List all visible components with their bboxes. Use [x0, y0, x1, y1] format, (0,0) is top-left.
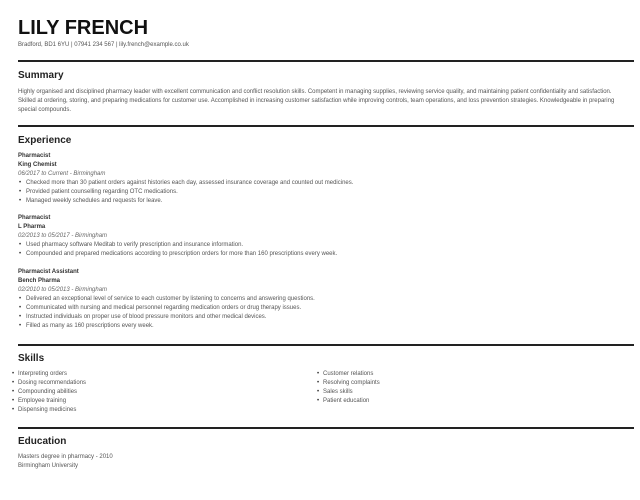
skill-item: • Dosing recommendations [11, 379, 86, 388]
job-title: Pharmacist [18, 215, 51, 221]
education-school: Birmingham University [18, 463, 79, 469]
skill-item: • Patient education [316, 397, 380, 406]
skill-item: • Sales skills [316, 388, 380, 397]
skill-item: • Customer relations [316, 370, 380, 379]
skills-list-left [11, 370, 86, 415]
experience-heading: Experience [18, 135, 72, 146]
job-bullet: • Provided patient counselling regarding OTC medications. [18, 188, 628, 197]
job-bullet: • Communicated with nursing and medical personnel regarding medication orders or drug therapy issues. [18, 304, 628, 313]
divider [18, 344, 634, 346]
job-bullet: • Filled as many as 160 prescriptions every week. [18, 322, 628, 331]
contact-info: Bradford, BD1 6YU | 07941 234 567 | lily.french@example.co.uk [18, 42, 189, 48]
job-dates: 02/2013 to 05/2017 - Birmingham [18, 233, 108, 239]
skills-list-right [316, 370, 380, 406]
divider [18, 427, 634, 429]
summary-text: Highly organised and disciplined pharmacy leader with excellent communication and conflict resolution skills. Competent in managing supplies, reviewing service quality, and maintaining patient confidentiality and satisfaction. Skilled at ordering, storing, and preparing medications for customer use. Accomplished in increasing customer satisfaction while improving controls, team operations, and loss prevention strategies. Knowledgeable in preparing special compounds. [18, 89, 615, 113]
job-bullet: • Used pharmacy software Meditab to verify prescription and insurance information. [18, 241, 628, 250]
job-bullet: • Checked more than 30 patient orders against histories each day, assessed insurance coverage and counted out medicines. [18, 179, 628, 188]
summary-heading: Summary [18, 70, 64, 81]
job-entry [18, 214, 628, 259]
skills-heading: Skills [18, 353, 45, 364]
job-entry [18, 268, 628, 331]
job-bullet: • Managed weekly schedules and requests for leave. [18, 197, 628, 206]
skill-item: • Dispensing medicines [11, 406, 86, 415]
job-company: Bench Pharma [18, 278, 61, 284]
job-bullet: • Compounded and prepared medications according to prescription orders for more than 160 prescriptions every week. [18, 250, 628, 259]
skill-item: • Resolving complaints [316, 379, 380, 388]
job-company: L Pharma [18, 224, 46, 230]
skill-item: • Compounding abilities [11, 388, 86, 397]
job-bullet: • Instructed individuals on proper use of blood pressure monitors and other medical devices. [18, 313, 628, 322]
education-degree: Masters degree in pharmacy - 2010 [18, 454, 113, 460]
job-title: Pharmacist [18, 153, 51, 159]
education-heading: Education [18, 436, 67, 447]
skill-item: • Interpreting orders [11, 370, 86, 379]
divider [18, 60, 634, 62]
skill-item: • Employee training [11, 397, 86, 406]
job-dates: 06/2017 to Current - Birmingham [18, 171, 106, 177]
job-title: Pharmacist Assistant [18, 269, 79, 275]
divider [18, 125, 634, 127]
job-company: King Chemist [18, 162, 57, 168]
job-dates: 02/2010 to 05/2013 - Birmingham [18, 287, 108, 293]
job-entry [18, 152, 628, 206]
job-bullet: • Delivered an exceptional level of service to each customer by listening to concerns and answering questions. [18, 295, 628, 304]
candidate-name: LILY FRENCH [18, 17, 149, 39]
